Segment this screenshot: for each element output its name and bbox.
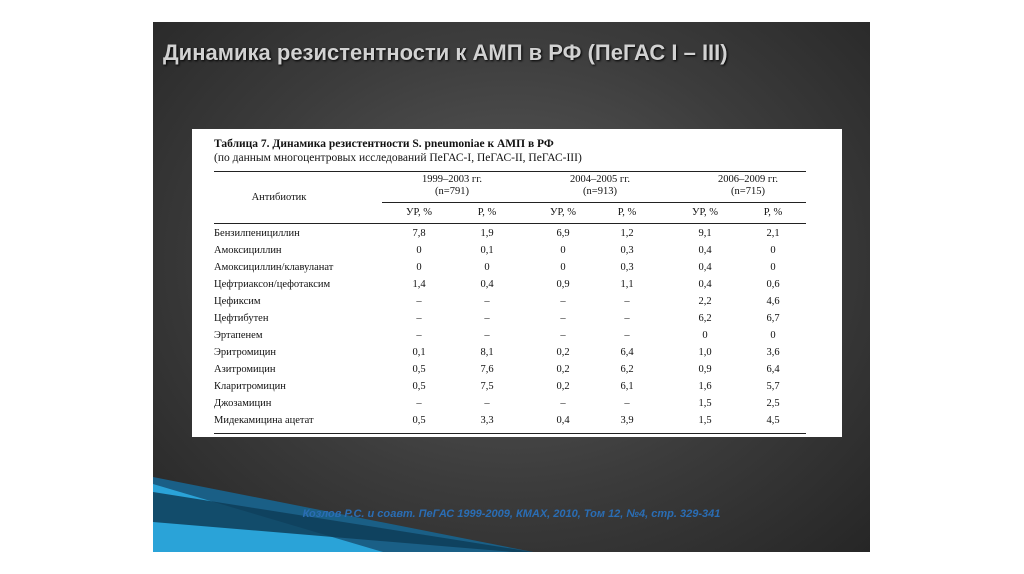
row-antibiotic-name: Цефтибутен — [214, 313, 269, 324]
table-cell: 6,1 — [620, 381, 634, 392]
row-antibiotic-name: Цефтриаксон/цефотаксим — [214, 279, 331, 290]
table-cell: 7,5 — [480, 381, 494, 392]
table-cell: 3,3 — [480, 415, 494, 426]
row-antibiotic-name: Бензилпенициллин — [214, 228, 300, 239]
slide-title: Динамика резистентности к АМП в РФ (ПеГАС I – III) — [163, 40, 728, 65]
slide — [153, 22, 870, 552]
row-antibiotic-name: Эритромицин — [214, 347, 276, 358]
table-caption-subtitle: (по данным многоцентровых исследований ПеГАС-I, ПеГАС-II, ПеГАС-III) — [214, 152, 582, 164]
table-cell: 0,4 — [480, 279, 494, 290]
table-cell: – — [624, 330, 630, 341]
table-cell: 7,8 — [412, 228, 426, 239]
table-cell: 6,4 — [620, 347, 634, 358]
row-antibiotic-name: Джозамицин — [214, 398, 272, 409]
table-cell: 0 — [484, 262, 490, 273]
subheader-r-2: Р, % — [617, 207, 637, 218]
table-cell: 0 — [770, 262, 776, 273]
table-cell: 1,4 — [412, 279, 426, 290]
row-antibiotic-name: Кларитромицин — [214, 381, 286, 392]
table-cell: 0,5 — [412, 364, 426, 375]
table-cell: – — [484, 313, 490, 324]
table-cell: 0 — [416, 245, 422, 256]
table-cell: 0,2 — [556, 381, 570, 392]
table-cell: 0,3 — [620, 245, 634, 256]
table-cell: – — [560, 296, 566, 307]
header-period-1: 1999–2003 гг. (n=791) — [422, 174, 482, 197]
table-cell: 0,1 — [480, 245, 494, 256]
table-cell: 0,5 — [412, 381, 426, 392]
subheader-ur-1: УР, % — [406, 207, 432, 218]
table-cell: 0,9 — [698, 364, 712, 375]
table-cell: 0,4 — [698, 245, 712, 256]
source-citation: Козлов Р.С. и соавт. ПеГАС 1999-2009, КМАХ, 2010, Том 12, №4, стр. 329-341 — [302, 508, 721, 520]
row-antibiotic-name: Мидекамицина ацетат — [214, 415, 314, 426]
subheader-ur-2: УР, % — [550, 207, 576, 218]
table-cell: 6,9 — [556, 228, 570, 239]
table-cell: 0,2 — [556, 347, 570, 358]
table-cell: – — [416, 296, 422, 307]
table-cell: 6,4 — [766, 364, 780, 375]
decorative-swoosh — [153, 22, 870, 552]
row-antibiotic-name: Эртапенем — [214, 330, 263, 341]
table-cell: – — [484, 330, 490, 341]
table-cell: 0,1 — [412, 347, 426, 358]
table-cell: 1,1 — [620, 279, 634, 290]
table-cell: – — [624, 398, 630, 409]
table-cell: 1,5 — [698, 415, 712, 426]
table-cell: 0 — [702, 330, 708, 341]
table-cell: 6,2 — [620, 364, 634, 375]
table-cell: 8,1 — [480, 347, 494, 358]
table-cell: 0 — [416, 262, 422, 273]
header-period-3: 2006–2009 гг. (n=715) — [718, 174, 778, 197]
table-cell: 4,6 — [766, 296, 780, 307]
row-antibiotic-name: Амоксициллин — [214, 245, 282, 256]
table-cell: 0 — [770, 245, 776, 256]
table-cell: 2,5 — [766, 398, 780, 409]
table-cell: – — [484, 296, 490, 307]
table-cell: – — [624, 296, 630, 307]
table-cell: 7,6 — [480, 364, 494, 375]
row-antibiotic-name: Цефиксим — [214, 296, 261, 307]
subheader-r-3: Р, % — [763, 207, 783, 218]
table-cell: 0,5 — [412, 415, 426, 426]
table-cell: 1,2 — [620, 228, 634, 239]
header-antibiotic: Антибиотик — [251, 192, 307, 203]
table-cell: 9,1 — [698, 228, 712, 239]
subheader-ur-3: УР, % — [692, 207, 718, 218]
table-cell: 0,2 — [556, 364, 570, 375]
table-cell: 0,9 — [556, 279, 570, 290]
table-cell: – — [416, 330, 422, 341]
table-cell: 6,7 — [766, 313, 780, 324]
table-cell: 2,1 — [766, 228, 780, 239]
table-cell: 0,4 — [698, 279, 712, 290]
table-cell: 0,4 — [556, 415, 570, 426]
table-cell: 0 — [560, 262, 566, 273]
table-cell: 0 — [560, 245, 566, 256]
row-antibiotic-name: Амоксициллин/клавуланат — [214, 262, 334, 273]
table-cell: 3,9 — [620, 415, 634, 426]
table-cell: 0,6 — [766, 279, 780, 290]
table-caption-title: Таблица 7. Динамика резистентности S. pneumoniae к АМП в РФ — [214, 138, 554, 150]
table-cell: 1,9 — [480, 228, 494, 239]
table-cell: 3,6 — [766, 347, 780, 358]
table-cell: 4,5 — [766, 415, 780, 426]
table-cell: 1,6 — [698, 381, 712, 392]
table-cell: 6,2 — [698, 313, 712, 324]
table-cell: – — [416, 398, 422, 409]
table-cell: 2,2 — [698, 296, 712, 307]
table-cell: 5,7 — [766, 381, 780, 392]
table-cell: – — [416, 313, 422, 324]
table-cell: – — [624, 313, 630, 324]
table-cell: 0,3 — [620, 262, 634, 273]
table-cell: 0 — [770, 330, 776, 341]
table-cell: 1,0 — [698, 347, 712, 358]
table-cell: – — [560, 313, 566, 324]
subheader-r-1: Р, % — [477, 207, 497, 218]
table-cell: – — [560, 398, 566, 409]
header-period-2: 2004–2005 гг. (n=913) — [570, 174, 630, 197]
table-cell: – — [484, 398, 490, 409]
row-antibiotic-name: Азитромицин — [214, 364, 276, 375]
table-cell: 0,4 — [698, 262, 712, 273]
table-cell: – — [560, 330, 566, 341]
table-cell: 1,5 — [698, 398, 712, 409]
